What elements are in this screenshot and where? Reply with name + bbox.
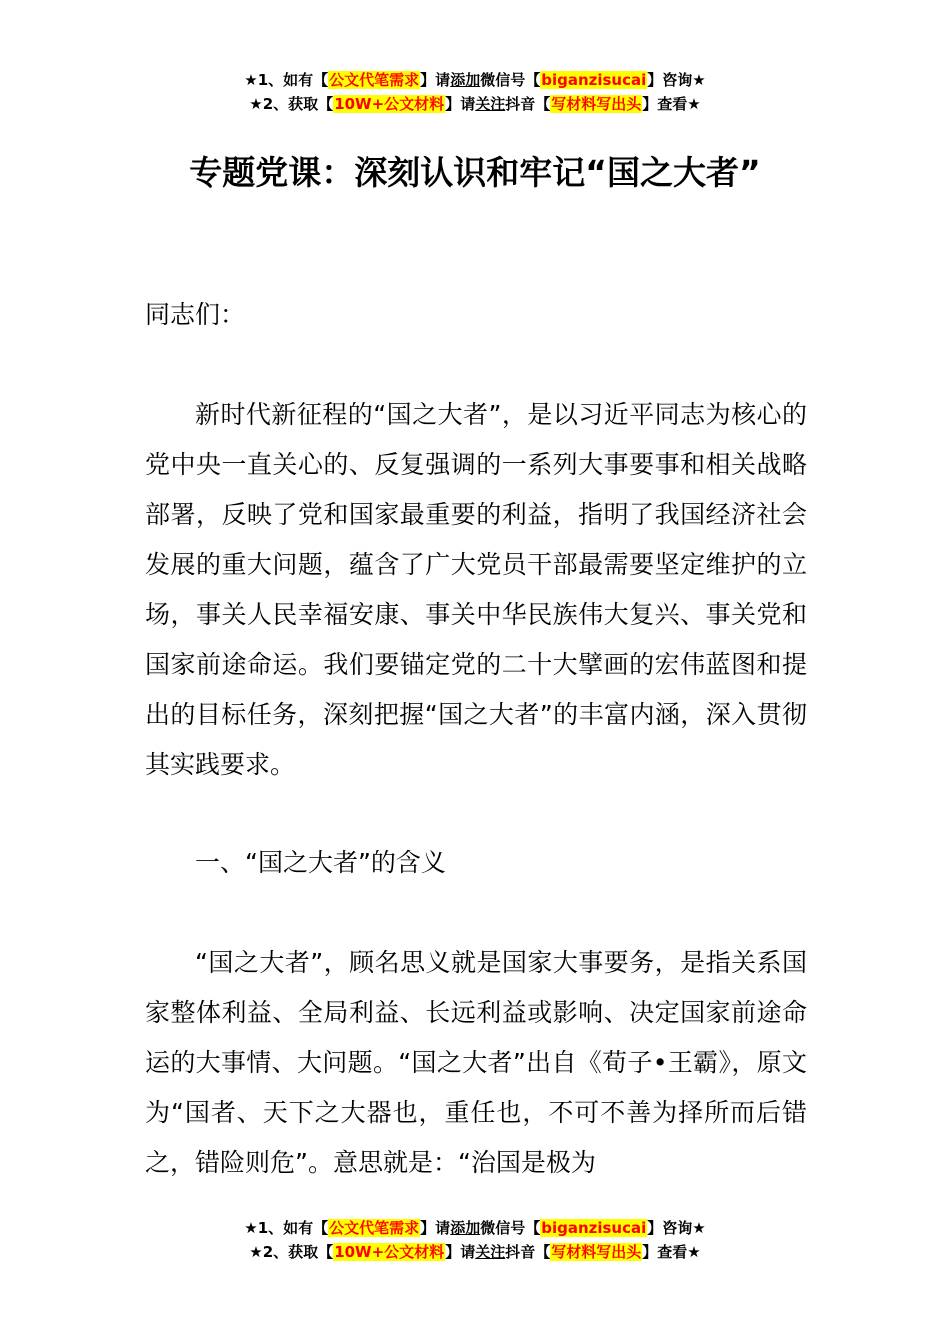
banner-underline-follow: 关注: [475, 95, 506, 113]
footer-line-1-suffix: 】咨询★: [647, 1219, 706, 1237]
banner-line-1-suffix: 】咨询★: [647, 71, 706, 89]
banner-highlight-douyin-id: 写材料写出头: [551, 95, 642, 113]
banner-line-2-mid1: 】请: [445, 95, 476, 113]
banner-line-1-mid2: 微信号【: [480, 71, 541, 89]
footer-line-1-prefix: ★1、如有【: [244, 1219, 329, 1237]
greeting: 同志们：: [145, 300, 246, 329]
paragraph-1: 新时代新征程的“国之大者”，是以习近平同志为核心的党中央一直关心的、反复强调的一系列大事要事和相关战略部署，反映了党和国家最重要的利益，指明了我国经济社会发展的重大问题，蕴含了广大党员干部最需要坚定维护的立场，事关人民幸福安康、事关中华民族伟大复兴、事关党和国家前途命运。我们要锚定党的二十大擘画的宏伟蓝图和提出的目标任务，深刻把握“国之大者”的丰富内涵，深入贯彻其实践要求。: [145, 400, 807, 779]
banner-line-1-prefix: ★1、如有【: [244, 71, 329, 89]
footer-highlight-service: 公文代笔需求: [329, 1219, 420, 1237]
footer-banner: [0, 1216, 950, 1264]
footer-line-2-prefix: ★2、获取【: [249, 1243, 334, 1261]
footer-banner-line-2: [0, 1240, 950, 1264]
footer-line-1-mid1: 】请: [420, 1219, 451, 1237]
banner-line-2: [0, 92, 950, 116]
banner-line-2-suffix: 】查看★: [642, 95, 701, 113]
banner-underline-add: 添加: [450, 71, 481, 89]
footer-highlight-wechat-id: biganzisucai: [541, 1219, 647, 1237]
footer-line-2-suffix: 】查看★: [642, 1243, 701, 1261]
footer-line-2-mid2: 抖音【: [505, 1243, 551, 1261]
footer-line-1-mid2: 微信号【: [480, 1219, 541, 1237]
paragraph-block-2: [145, 938, 807, 1188]
document-title: 专题党课：深刻认识和牢记“国之大者”: [189, 153, 761, 192]
paragraph-block-1: [145, 390, 807, 790]
banner-line-1-mid1: 】请: [420, 71, 451, 89]
banner-line-2-mid2: 抖音【: [505, 95, 551, 113]
section-heading-block: [145, 838, 807, 888]
banner-line-1: [0, 68, 950, 92]
header-banner: [0, 68, 950, 116]
section-heading-1: 一、“国之大者”的含义: [195, 848, 446, 877]
paragraph-2: “国之大者”，顾名思义就是国家大事要务，是指关系国家整体利益、全局利益、长远利益或影响、决定国家前途命运的大事情、大问题。“国之大者”出自《荀子•王霸》，原文为“国者、天下之大器也，重任也，不可不善为择所而后错之，错险则危”。意思就是：“治国是极为: [145, 948, 807, 1177]
footer-underline-add: 添加: [450, 1219, 481, 1237]
footer-highlight-douyin-id: 写材料写出头: [551, 1243, 642, 1261]
footer-banner-line-1: [0, 1216, 950, 1240]
banner-line-2-prefix: ★2、获取【: [249, 95, 334, 113]
banner-highlight-materials: 10W+公文材料: [334, 95, 445, 113]
footer-line-2-mid1: 】请: [445, 1243, 476, 1261]
greeting-block: [145, 290, 807, 340]
footer-highlight-materials: 10W+公文材料: [334, 1243, 445, 1261]
footer-underline-follow: 关注: [475, 1243, 506, 1261]
banner-highlight-service: 公文代笔需求: [329, 71, 420, 89]
banner-highlight-wechat-id: biganzisucai: [541, 71, 647, 89]
